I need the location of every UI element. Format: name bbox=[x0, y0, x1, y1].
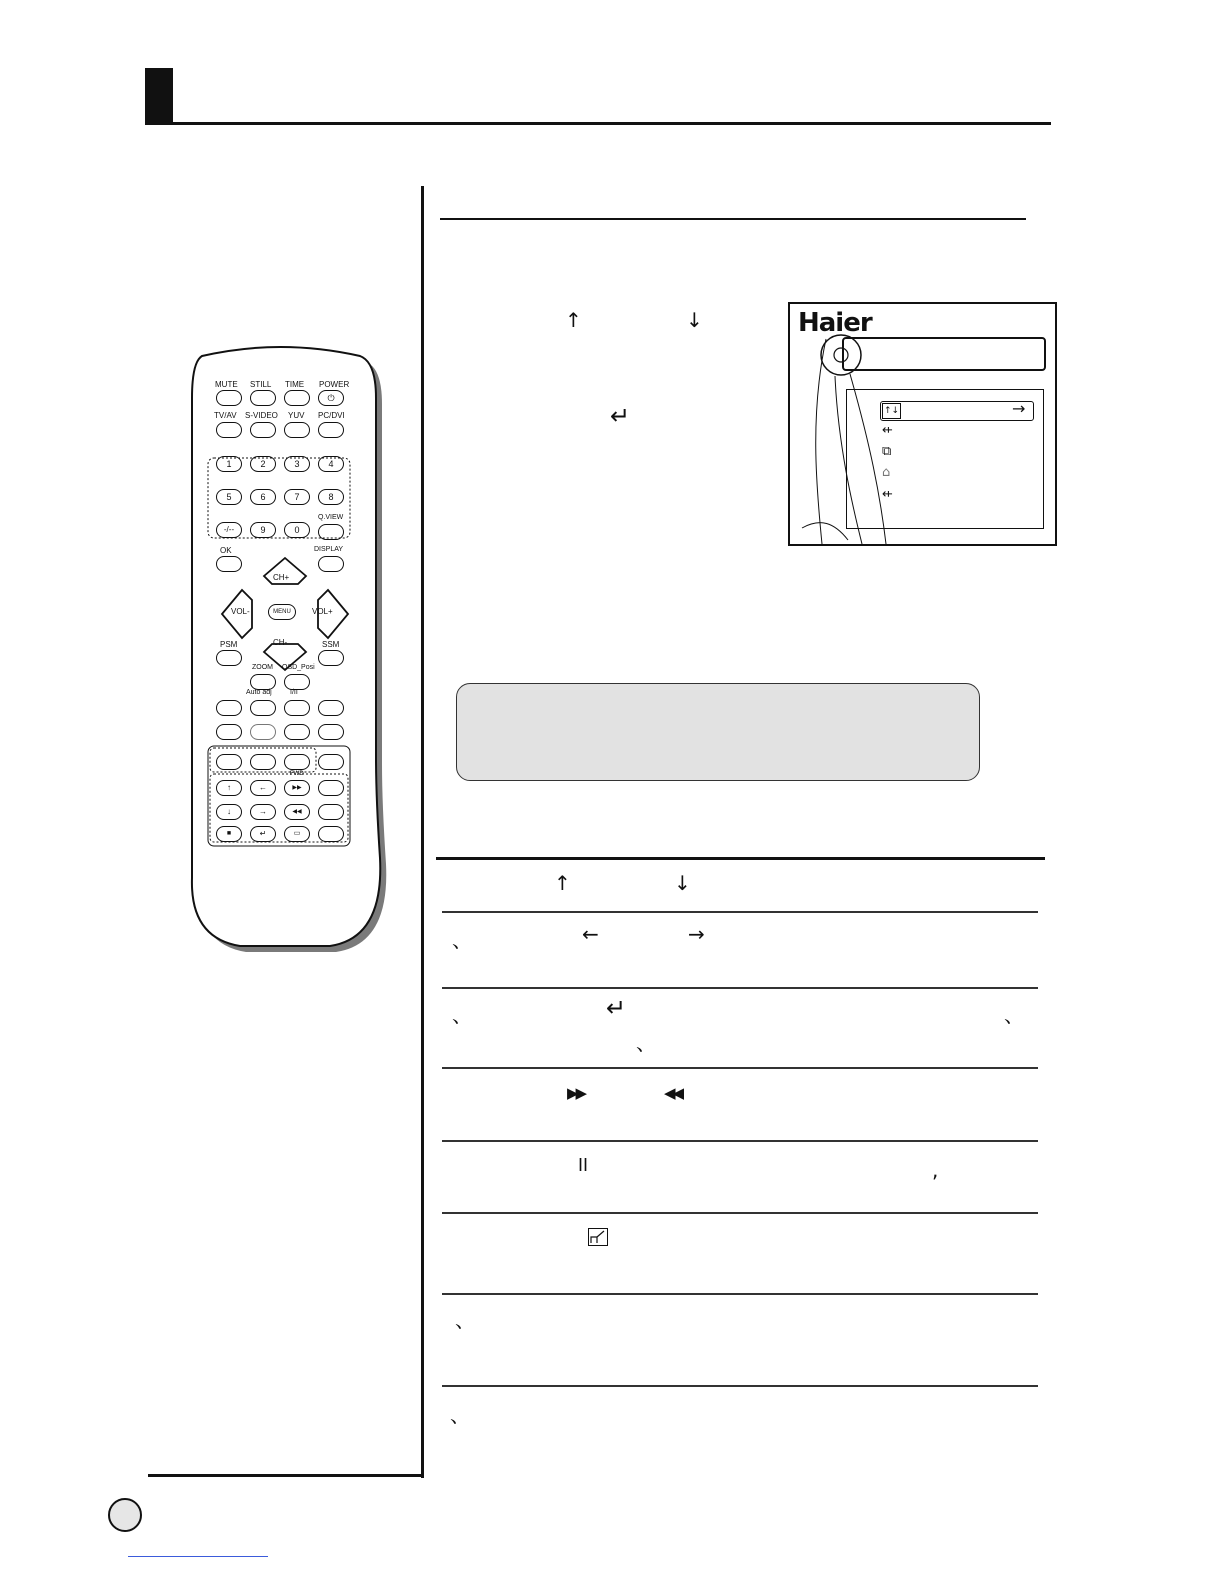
dun-mark: 、 bbox=[450, 1403, 470, 1427]
power-button[interactable]: ⏻ bbox=[318, 390, 344, 406]
rewind-icon: ◀◀ bbox=[664, 1084, 682, 1102]
remote-button[interactable] bbox=[216, 724, 242, 740]
down-button[interactable]: ↓ bbox=[216, 804, 242, 820]
pip-button[interactable]: ▭ bbox=[284, 826, 310, 842]
right-arrow-icon: → bbox=[688, 922, 705, 946]
pause-icon: II bbox=[578, 1155, 589, 1175]
left-button[interactable]: ← bbox=[250, 780, 276, 796]
vol-down-button[interactable]: VOL- bbox=[231, 607, 250, 616]
fast-forward-button[interactable]: ▶▶ bbox=[284, 780, 310, 796]
page-number-circle bbox=[108, 1498, 142, 1532]
digit-7-button[interactable]: 7 bbox=[284, 489, 310, 505]
osd-selected-row[interactable] bbox=[880, 401, 1034, 421]
table-row-rule bbox=[442, 911, 1038, 913]
header-rule bbox=[145, 122, 1051, 125]
qview-button[interactable] bbox=[318, 524, 344, 540]
remote-label-still: STILL bbox=[250, 380, 272, 389]
osd-title-bar bbox=[842, 337, 1046, 371]
remote-label-psm: PSM bbox=[220, 640, 238, 649]
digit-0-button[interactable]: 0 bbox=[284, 522, 310, 538]
ch-down-button[interactable]: CH- bbox=[273, 638, 288, 647]
enter-icon: ↵ bbox=[610, 402, 631, 430]
osd-right-arrow-icon: → bbox=[1012, 399, 1026, 418]
down-arrow-icon: ↓ bbox=[686, 308, 703, 332]
osd-posi-button[interactable] bbox=[284, 674, 310, 690]
remote-label-ssm: SSM bbox=[322, 640, 340, 649]
remote-label-svideo: S-VIDEO bbox=[245, 411, 278, 420]
remote-button[interactable] bbox=[284, 724, 310, 740]
table-row-rule bbox=[442, 1212, 1038, 1214]
i-ii-button[interactable] bbox=[284, 700, 310, 716]
table-row-rule bbox=[442, 1067, 1038, 1069]
remote-label-osdposi: OSD_Posi bbox=[282, 664, 315, 671]
menu-button[interactable]: MENU bbox=[268, 604, 296, 620]
zoom-window-icon bbox=[588, 1228, 608, 1246]
osd-usb-icon: ⇷ bbox=[882, 423, 893, 438]
digit-2-button[interactable]: 2 bbox=[250, 456, 276, 472]
remote-button[interactable] bbox=[284, 754, 310, 770]
digit-5-button[interactable]: 5 bbox=[216, 489, 242, 505]
remote-button[interactable] bbox=[318, 724, 344, 740]
footer-rule bbox=[148, 1474, 424, 1477]
dun-mark: 、 bbox=[452, 928, 472, 952]
digit-1-button[interactable]: 1 bbox=[216, 456, 242, 472]
enter-button[interactable]: ↵ bbox=[250, 826, 276, 842]
remote-label-display: DISPLAY bbox=[314, 546, 344, 553]
remote-label-zoom: ZOOM bbox=[252, 664, 273, 671]
digit-6-button[interactable]: 6 bbox=[250, 489, 276, 505]
column-divider bbox=[421, 186, 424, 1478]
digit-8-button[interactable]: 8 bbox=[318, 489, 344, 505]
up-arrow-icon: ↑ bbox=[554, 871, 571, 895]
stop-button[interactable]: ■ bbox=[216, 826, 242, 842]
remote-label-time: TIME bbox=[285, 380, 305, 389]
remote-button[interactable] bbox=[318, 804, 344, 820]
pcdvi-button[interactable] bbox=[318, 422, 344, 438]
auto-adj-button[interactable] bbox=[250, 700, 276, 716]
osd-copy-icon: ⧉ bbox=[882, 444, 892, 459]
psm-button[interactable] bbox=[216, 650, 242, 666]
digit-4-button[interactable]: 4 bbox=[318, 456, 344, 472]
osd-picture-icon: ↑↓ bbox=[882, 403, 901, 419]
remote-button[interactable] bbox=[318, 754, 344, 770]
osd-usb2-icon: ⇷ bbox=[882, 487, 893, 502]
remote-button[interactable] bbox=[318, 826, 344, 842]
time-button[interactable] bbox=[284, 390, 310, 406]
rewind-button[interactable]: ◀◀ bbox=[284, 804, 310, 820]
svideo-button[interactable] bbox=[250, 422, 276, 438]
dun-mark: 、 bbox=[452, 1003, 472, 1027]
enter-icon: ↵ bbox=[606, 994, 627, 1022]
remote-label-mute: MUTE bbox=[215, 380, 238, 389]
table-row-rule bbox=[442, 1140, 1038, 1142]
dun-mark: 、 bbox=[455, 1308, 475, 1332]
dun-mark: 、 bbox=[1004, 1003, 1024, 1027]
up-button[interactable]: ↑ bbox=[216, 780, 242, 796]
footer-link-underline bbox=[128, 1556, 268, 1557]
right-button[interactable]: → bbox=[250, 804, 276, 820]
digit-9-button[interactable]: 9 bbox=[250, 522, 276, 538]
remote-control-illustration bbox=[180, 338, 390, 958]
remote-label-yuv: YUV bbox=[288, 411, 305, 420]
left-arrow-icon: ← bbox=[582, 922, 599, 946]
remote-button[interactable] bbox=[216, 754, 242, 770]
table-row-rule bbox=[442, 1385, 1038, 1387]
remote-button[interactable] bbox=[318, 700, 344, 716]
remote-label-ok: OK bbox=[220, 546, 232, 555]
dash-button[interactable]: -/-- bbox=[216, 522, 242, 538]
digit-3-button[interactable]: 3 bbox=[284, 456, 310, 472]
mute-button[interactable] bbox=[216, 390, 242, 406]
table-row-rule bbox=[442, 987, 1038, 989]
section-title-rule bbox=[440, 218, 1026, 220]
remote-button[interactable] bbox=[250, 754, 276, 770]
osd-brand-logo: Haier bbox=[798, 308, 872, 338]
down-arrow-icon: ↓ bbox=[674, 871, 691, 895]
remote-label-fwd: FWD bbox=[290, 771, 304, 777]
still-button[interactable] bbox=[250, 390, 276, 406]
fast-forward-icon: ▶▶ bbox=[567, 1084, 585, 1102]
zoom-button[interactable] bbox=[250, 674, 276, 690]
remote-label-i-ii: I/II bbox=[290, 689, 298, 696]
vol-up-button[interactable]: VOL+ bbox=[312, 607, 333, 616]
remote-button[interactable] bbox=[250, 724, 276, 740]
remote-label-tvav: TV/AV bbox=[214, 411, 237, 420]
ch-up-button[interactable]: CH+ bbox=[273, 573, 290, 582]
remote-label-pcdvi: PC/DVI bbox=[318, 411, 345, 420]
note-box bbox=[456, 683, 980, 781]
remote-button[interactable] bbox=[318, 780, 344, 796]
remote-label-qview: Q.VIEW bbox=[318, 514, 344, 521]
tvav-button[interactable] bbox=[216, 422, 242, 438]
dun-mark: 、 bbox=[636, 1031, 656, 1055]
section-marker-block bbox=[145, 68, 173, 124]
up-arrow-icon: ↑ bbox=[565, 308, 582, 332]
comma-mark: , bbox=[932, 1158, 939, 1182]
osd-menu-screenshot bbox=[788, 302, 1057, 546]
osd-folder-icon: ⌂ bbox=[882, 465, 891, 480]
remote-label-power: POWER bbox=[319, 380, 350, 389]
remote-button[interactable] bbox=[216, 700, 242, 716]
remote-label-autoadj: Auto adj bbox=[246, 689, 272, 696]
table-top-rule bbox=[436, 857, 1045, 860]
ssm-button[interactable] bbox=[318, 650, 344, 666]
yuv-button[interactable] bbox=[284, 422, 310, 438]
table-row-rule bbox=[442, 1293, 1038, 1295]
